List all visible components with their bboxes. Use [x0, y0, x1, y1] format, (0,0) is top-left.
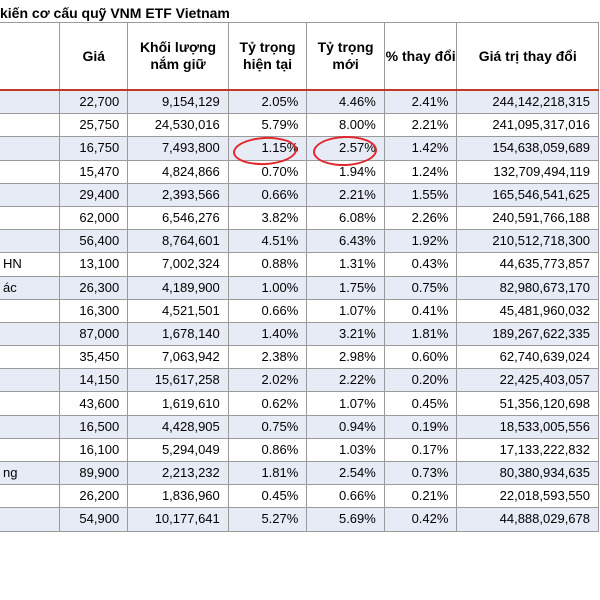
cell-value-change: 62,740,639,024 [457, 346, 599, 369]
cell-value-change: 240,591,766,188 [457, 206, 599, 229]
table-row [0, 392, 599, 415]
cell-value-change: 22,425,403,057 [457, 369, 599, 392]
cell-price: 54,900 [60, 508, 128, 531]
cell-new-weight: 1.94% [307, 160, 385, 183]
cell-name [0, 160, 60, 183]
cell-new-weight: 4.46% [307, 90, 385, 114]
cell-price: 16,750 [60, 137, 128, 160]
table-row [0, 299, 599, 322]
cell-new-weight: 1.07% [307, 392, 385, 415]
cell-current-weight: 3.82% [228, 206, 307, 229]
cell-price: 14,150 [60, 369, 128, 392]
cell-current-weight: 1.40% [228, 322, 307, 345]
cell-current-weight: 0.66% [228, 299, 307, 322]
cell-volume: 1,619,610 [128, 392, 229, 415]
table-row [0, 137, 599, 160]
cell-pct-change: 0.43% [384, 253, 457, 276]
cell-current-weight: 0.45% [228, 485, 307, 508]
cell-current-weight: 2.02% [228, 369, 307, 392]
cell-name [0, 206, 60, 229]
table-row [0, 369, 599, 392]
cell-pct-change: 0.20% [384, 369, 457, 392]
cell-new-weight: 2.54% [307, 462, 385, 485]
cell-new-weight: 3.21% [307, 322, 385, 345]
table-row [0, 90, 599, 114]
header-row [0, 23, 599, 91]
cell-pct-change: 2.26% [384, 206, 457, 229]
cell-volume: 4,428,905 [128, 415, 229, 438]
cell-new-weight: 0.66% [307, 485, 385, 508]
cell-price: 56,400 [60, 230, 128, 253]
cell-new-weight: 2.21% [307, 183, 385, 206]
cell-value-change: 189,267,622,335 [457, 322, 599, 345]
cell-pct-change: 1.42% [384, 137, 457, 160]
cell-name [0, 230, 60, 253]
cell-current-weight: 0.66% [228, 183, 307, 206]
cell-volume: 7,493,800 [128, 137, 229, 160]
cell-volume: 8,764,601 [128, 230, 229, 253]
cell-volume: 24,530,016 [128, 114, 229, 137]
cell-name: ng [0, 462, 60, 485]
cell-value-change: 241,095,317,016 [457, 114, 599, 137]
cell-volume: 9,154,129 [128, 90, 229, 114]
table-row [0, 346, 599, 369]
cell-price: 29,400 [60, 183, 128, 206]
cell-value-change: 80,380,934,635 [457, 462, 599, 485]
etf-rebalance-table [0, 22, 599, 532]
cell-pct-change: 0.60% [384, 346, 457, 369]
cell-current-weight: 1.81% [228, 462, 307, 485]
cell-new-weight: 1.03% [307, 438, 385, 461]
cell-volume: 5,294,049 [128, 438, 229, 461]
cell-current-weight: 0.88% [228, 253, 307, 276]
header-name [0, 23, 60, 91]
cell-volume: 7,002,324 [128, 253, 229, 276]
cell-pct-change: 0.17% [384, 438, 457, 461]
table-title: kiến cơ cấu quỹ VNM ETF Vietnam [0, 5, 230, 21]
table-row [0, 438, 599, 461]
cell-new-weight: 0.94% [307, 415, 385, 438]
cell-pct-change: 0.42% [384, 508, 457, 531]
table-row [0, 508, 599, 531]
header-new-weight: Tỷ trọng mới [307, 23, 385, 91]
table-row [0, 206, 599, 229]
header-price: Giá [60, 23, 128, 91]
cell-name [0, 346, 60, 369]
cell-value-change: 44,888,029,678 [457, 508, 599, 531]
cell-name [0, 508, 60, 531]
table-row [0, 183, 599, 206]
cell-new-weight: 1.75% [307, 276, 385, 299]
cell-name [0, 438, 60, 461]
cell-price: 16,300 [60, 299, 128, 322]
cell-new-weight: 1.31% [307, 253, 385, 276]
cell-current-weight: 5.79% [228, 114, 307, 137]
cell-value-change: 132,709,494,119 [457, 160, 599, 183]
table-row [0, 114, 599, 137]
cell-pct-change: 0.41% [384, 299, 457, 322]
cell-volume: 4,521,501 [128, 299, 229, 322]
cell-price: 16,100 [60, 438, 128, 461]
cell-name [0, 392, 60, 415]
cell-current-weight: 4.51% [228, 230, 307, 253]
cell-name [0, 183, 60, 206]
cell-volume: 10,177,641 [128, 508, 229, 531]
cell-volume: 15,617,258 [128, 369, 229, 392]
cell-name [0, 90, 60, 114]
cell-current-weight: 0.62% [228, 392, 307, 415]
table-row [0, 276, 599, 299]
cell-current-weight: 0.86% [228, 438, 307, 461]
cell-pct-change: 0.21% [384, 485, 457, 508]
cell-new-weight: 8.00% [307, 114, 385, 137]
table-row [0, 160, 599, 183]
cell-new-weight: 6.43% [307, 230, 385, 253]
cell-name [0, 137, 60, 160]
cell-value-change: 22,018,593,550 [457, 485, 599, 508]
cell-price: 43,600 [60, 392, 128, 415]
cell-price: 26,200 [60, 485, 128, 508]
cell-value-change: 44,635,773,857 [457, 253, 599, 276]
cell-pct-change: 0.45% [384, 392, 457, 415]
cell-name [0, 369, 60, 392]
cell-volume: 1,678,140 [128, 322, 229, 345]
cell-pct-change: 1.92% [384, 230, 457, 253]
cell-volume: 2,213,232 [128, 462, 229, 485]
cell-current-weight: 2.38% [228, 346, 307, 369]
cell-volume: 7,063,942 [128, 346, 229, 369]
cell-pct-change: 1.55% [384, 183, 457, 206]
cell-pct-change: 1.81% [384, 322, 457, 345]
header-volume: Khối lượng nắm giữ [128, 23, 229, 91]
cell-price: 62,000 [60, 206, 128, 229]
cell-current-weight: 0.75% [228, 415, 307, 438]
cell-value-change: 210,512,718,300 [457, 230, 599, 253]
cell-current-weight: 0.70% [228, 160, 307, 183]
cell-volume: 6,546,276 [128, 206, 229, 229]
cell-pct-change: 0.73% [384, 462, 457, 485]
cell-name [0, 114, 60, 137]
cell-volume: 4,189,900 [128, 276, 229, 299]
cell-name [0, 485, 60, 508]
cell-value-change: 165,546,541,625 [457, 183, 599, 206]
cell-pct-change: 0.19% [384, 415, 457, 438]
table-row [0, 485, 599, 508]
table-row [0, 253, 599, 276]
cell-pct-change: 2.41% [384, 90, 457, 114]
cell-new-weight: 5.69% [307, 508, 385, 531]
cell-volume: 1,836,960 [128, 485, 229, 508]
cell-name: HN [0, 253, 60, 276]
cell-new-weight: 2.22% [307, 369, 385, 392]
cell-new-weight: 1.07% [307, 299, 385, 322]
table-row [0, 415, 599, 438]
cell-current-weight: 1.00% [228, 276, 307, 299]
cell-value-change: 18,533,005,556 [457, 415, 599, 438]
cell-value-change: 244,142,218,315 [457, 90, 599, 114]
cell-current-weight: 1.15% [228, 137, 307, 160]
cell-price: 26,300 [60, 276, 128, 299]
cell-price: 13,100 [60, 253, 128, 276]
cell-value-change: 17,133,222,832 [457, 438, 599, 461]
cell-price: 87,000 [60, 322, 128, 345]
table-row [0, 230, 599, 253]
cell-price: 35,450 [60, 346, 128, 369]
cell-name: ác [0, 276, 60, 299]
cell-price: 15,470 [60, 160, 128, 183]
table-row [0, 462, 599, 485]
cell-price: 22,700 [60, 90, 128, 114]
cell-new-weight: 6.08% [307, 206, 385, 229]
cell-price: 16,500 [60, 415, 128, 438]
cell-name [0, 322, 60, 345]
cell-name [0, 415, 60, 438]
header-current-weight: Tỷ trọng hiện tại [228, 23, 307, 91]
cell-volume: 4,824,866 [128, 160, 229, 183]
cell-value-change: 154,638,059,689 [457, 137, 599, 160]
cell-new-weight: 2.98% [307, 346, 385, 369]
cell-current-weight: 5.27% [228, 508, 307, 531]
cell-value-change: 45,481,960,032 [457, 299, 599, 322]
cell-new-weight: 2.57% [307, 137, 385, 160]
table-row [0, 322, 599, 345]
cell-pct-change: 0.75% [384, 276, 457, 299]
cell-price: 25,750 [60, 114, 128, 137]
header-value-change: Giá trị thay đổi [457, 23, 599, 91]
cell-volume: 2,393,566 [128, 183, 229, 206]
cell-pct-change: 1.24% [384, 160, 457, 183]
cell-value-change: 51,356,120,698 [457, 392, 599, 415]
cell-value-change: 82,980,673,170 [457, 276, 599, 299]
header-pct-change: % thay đổi [384, 23, 457, 91]
cell-pct-change: 2.21% [384, 114, 457, 137]
cell-price: 89,900 [60, 462, 128, 485]
cell-name [0, 299, 60, 322]
cell-current-weight: 2.05% [228, 90, 307, 114]
